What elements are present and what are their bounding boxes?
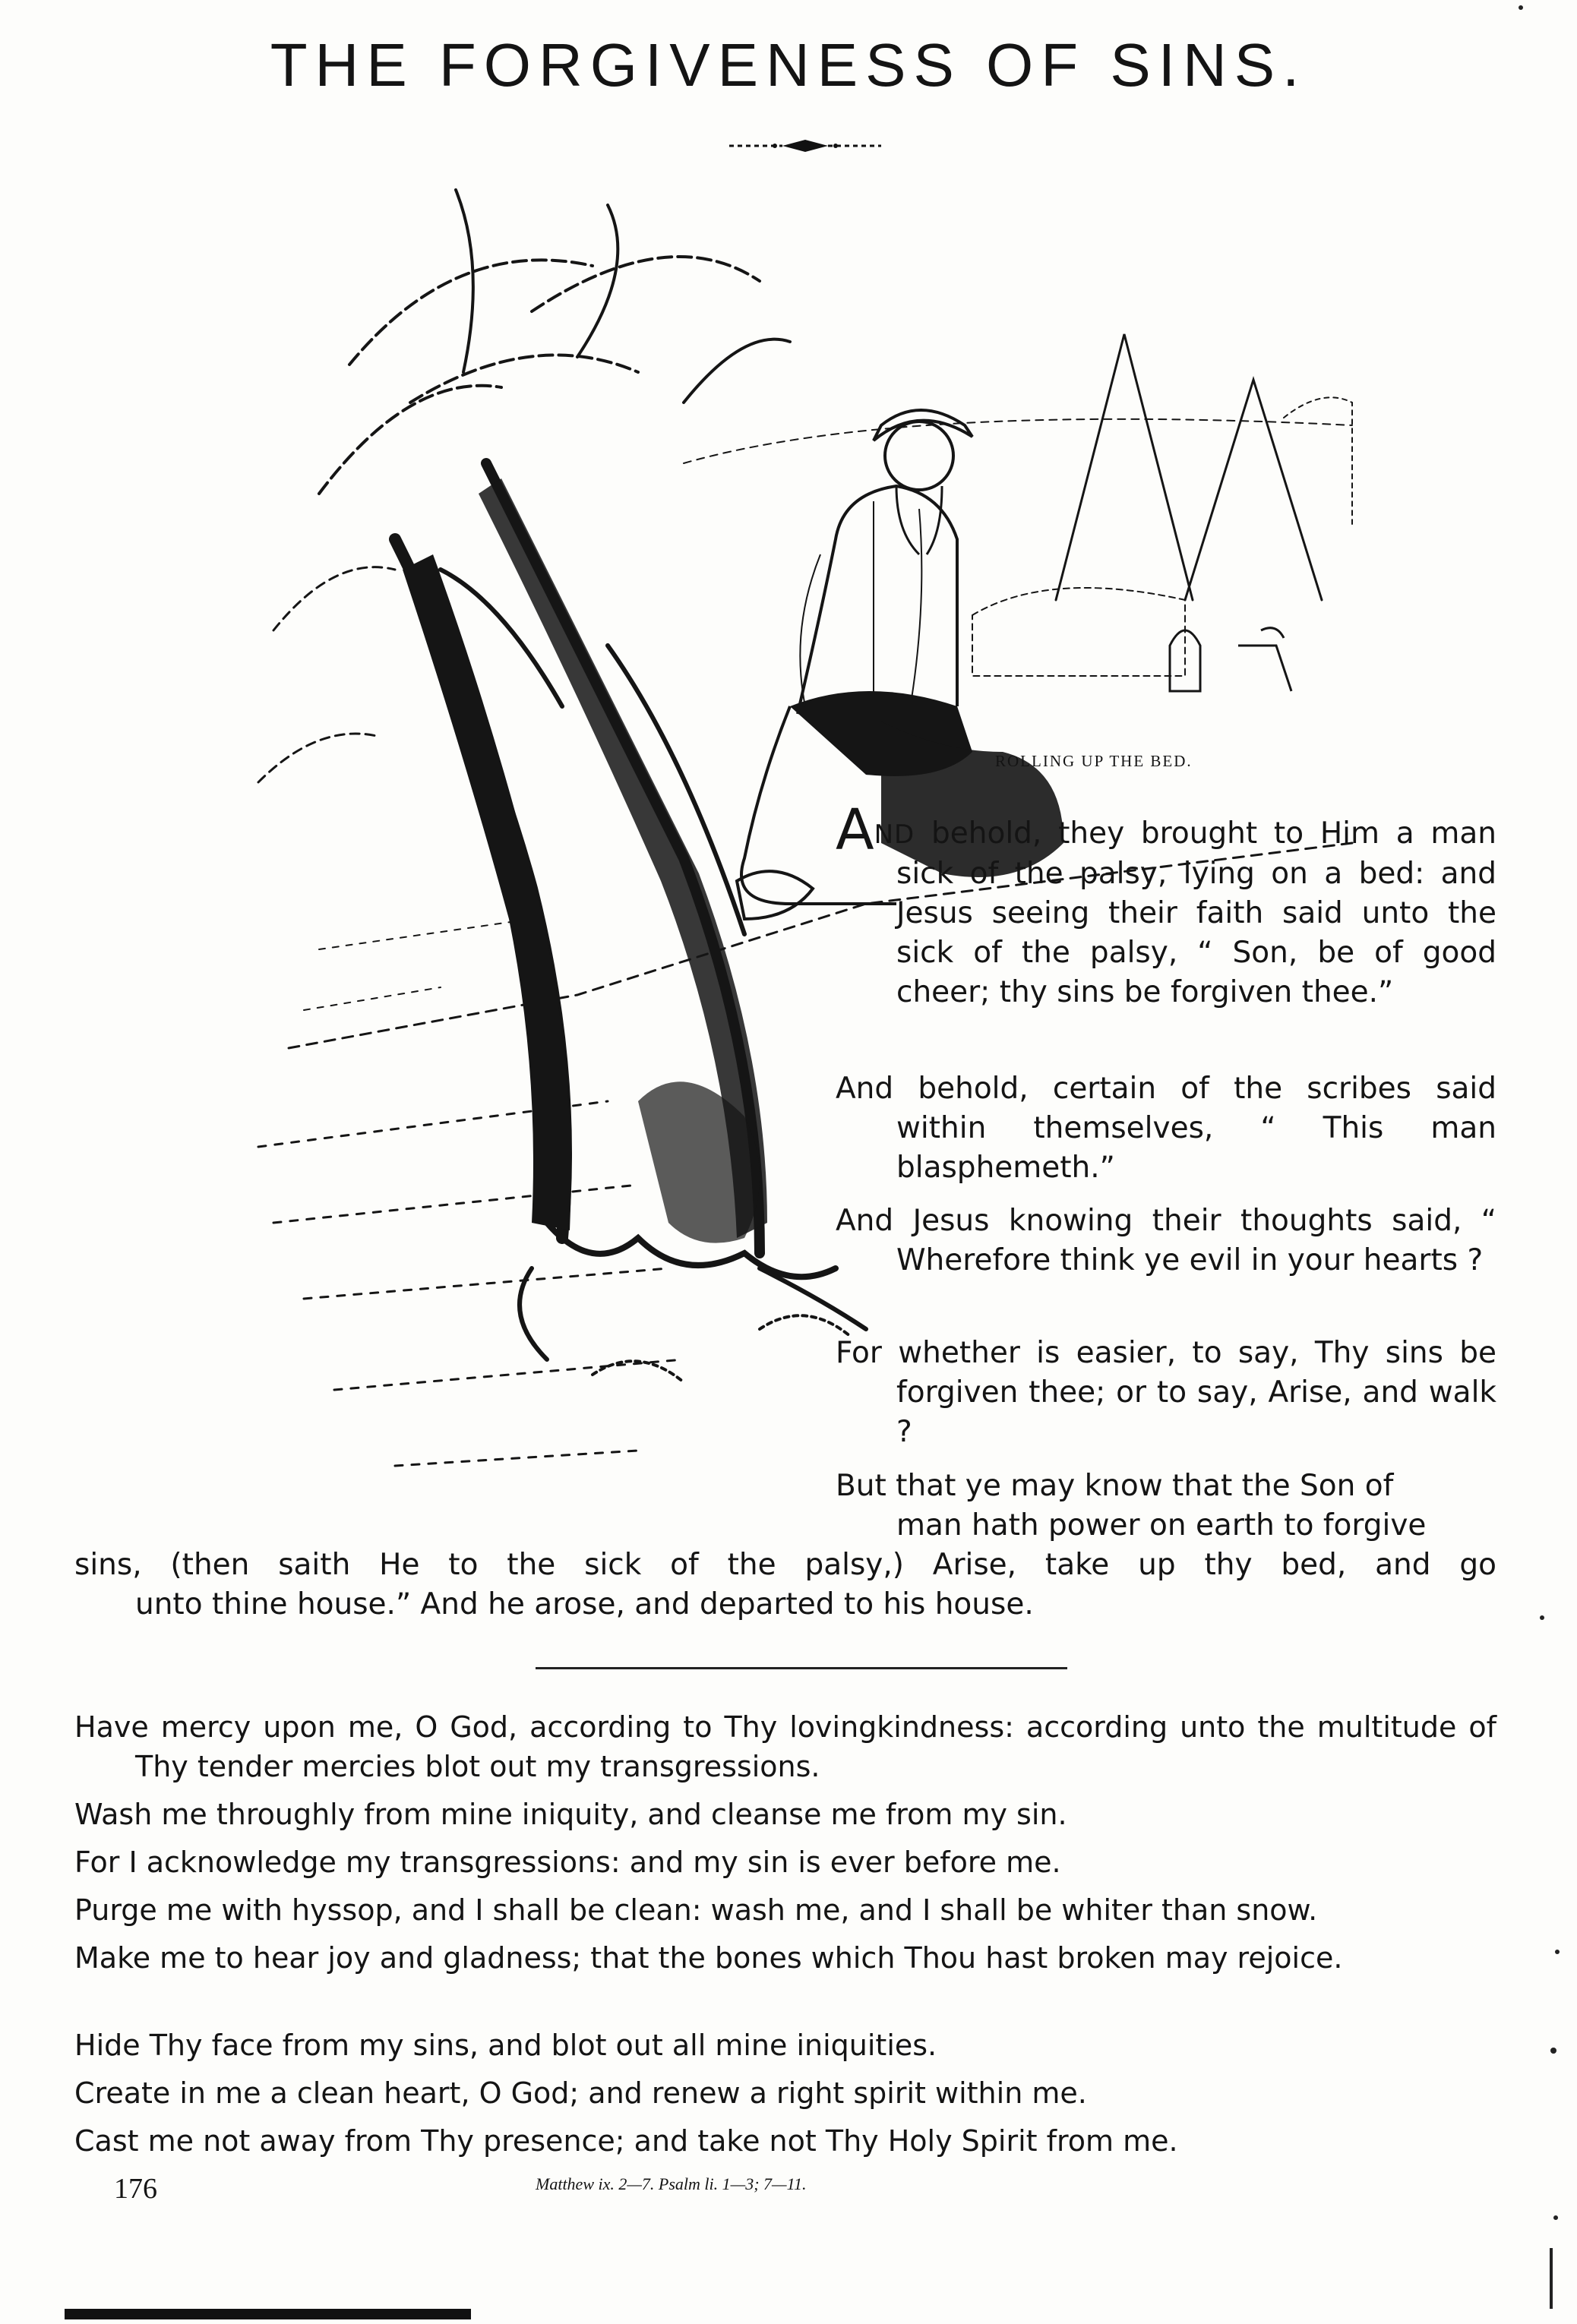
psalm-verse-7: Create in me a clean heart, O God; and renew a right spirit within me. — [74, 2076, 1087, 2110]
page-title: THE FORGIVENESS OF SINS. — [270, 31, 1307, 99]
gospel-verse-5-line-4: unto thine house.” And he arose, and departed to his house. — [135, 1587, 1034, 1621]
section-divider — [536, 1667, 1067, 1669]
psalm-verse-1: Have mercy upon me, O God, according to Thy lovingkindness: according unto the multitude of Thy tender mercies blot out my transgressions. — [74, 1710, 1496, 1783]
gospel-verse-3: And Jesus knowing their thoughts said, “ Wherefore think ye evil in your hearts ? — [836, 1204, 1496, 1277]
drop-cap-rest: ND — [874, 819, 915, 850]
gospel-verse-2: And behold, certain of the scribes said within themselves, “ This man blasphemeth.” — [836, 1072, 1496, 1185]
gospel-verse-5-line-3: sins, (then saith He to the sick of the palsy,) Arise, take up thy bed, and go — [74, 1548, 1496, 1582]
psalm-verse-8: Cast me not away from Thy presence; and take not Thy Holy Spirit from me. — [74, 2124, 1178, 2158]
title-ornament-icon — [729, 137, 881, 155]
psalm-verse-5: Make me to hear joy and gladness; that the bones which Thou hast broken may rejoice. — [74, 1941, 1343, 1975]
illustration-caption: ROLLING UP THE BED. — [995, 752, 1193, 770]
margin-specks-icon — [1512, 0, 1572, 2324]
gospel-verse-5-line-2: man hath power on earth to forgive — [896, 1508, 1427, 1542]
drop-cap: A — [836, 797, 874, 863]
bottom-rule — [65, 2309, 471, 2319]
psalm-verse-3: For I acknowledge my transgressions: and my sin is ever before me. — [74, 1846, 1061, 1879]
verse-1-text: behold, they brought to Him a man sick of the palsy, lying on a bed: and Jesus seeing their faith said unto the sick of the palsy, “ Son, be of good cheer; thy sins be forgiven thee.” — [896, 816, 1496, 1009]
psalm-verse-2: Wash me throughly from mine iniquity, and cleanse me from my sin. — [74, 1798, 1067, 1831]
psalm-verse-6: Hide Thy face from my sins, and blot out all mine iniquities. — [74, 2029, 937, 2062]
scripture-references: Matthew ix. 2—7. Psalm li. 1—3; 7—11. — [536, 2174, 807, 2193]
page-number: 176 — [114, 2173, 157, 2205]
gospel-verse-4: For whether is easier, to say, Thy sins be forgiven thee; or to say, Arise, and walk ? — [836, 1336, 1496, 1449]
psalm-verse-4: Purge me with hyssop, and I shall be clean: wash me, and I shall be whiter than snow. — [74, 1893, 1318, 1927]
gospel-verse-5-line-1: But that ye may know that the Son of — [836, 1469, 1394, 1503]
gospel-verse-1 — [836, 797, 1496, 1012]
